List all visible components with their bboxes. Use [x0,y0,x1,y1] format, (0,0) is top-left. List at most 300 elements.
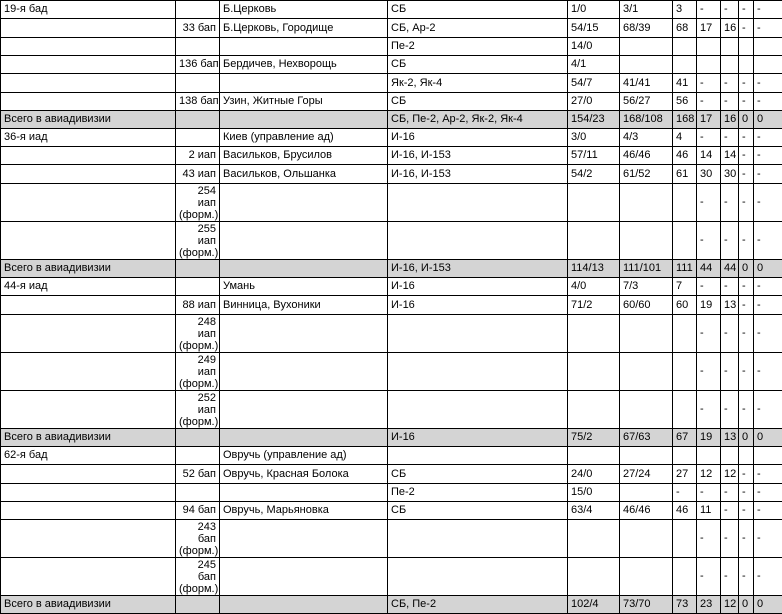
count-d-cell: 30 [697,165,721,184]
regiment-cell [176,74,220,93]
table-row [1,38,782,56]
count-f-cell: - [739,19,754,38]
count-b-cell: 60/60 [620,296,673,315]
division-cell: Всего в авиадивизии [1,429,176,447]
count-d-cell: - [697,74,721,93]
division-cell [1,93,176,111]
count-f-cell: - [739,296,754,315]
count-e-cell [721,447,739,465]
count-g-cell [754,447,782,465]
location-cell [220,558,388,596]
table-row [1,484,782,502]
count-f-cell: 0 [739,429,754,447]
location-cell [220,260,388,278]
count-g-cell: - [754,520,782,558]
location-cell: Овручь, Марьяновка [220,502,388,520]
count-g-cell: - [754,165,782,184]
count-b-cell [620,56,673,74]
count-b-cell [620,447,673,465]
count-c-cell: 4 [673,129,697,147]
count-c-cell [673,315,697,353]
count-e-cell: - [721,353,739,391]
count-d-cell: 11 [697,502,721,520]
regiment-cell: 252 иап (форм.) [176,391,220,429]
count-b-cell [620,520,673,558]
location-cell [220,74,388,93]
count-b-cell [620,391,673,429]
count-c-cell: 46 [673,502,697,520]
count-e-cell: 12 [721,465,739,484]
count-g-cell: 0 [754,429,782,447]
count-d-cell: - [697,315,721,353]
division-cell [1,184,176,222]
count-g-cell: - [754,502,782,520]
count-d-cell: - [697,93,721,111]
division-cell [1,165,176,184]
regiment-cell [176,260,220,278]
count-g-cell: - [754,465,782,484]
count-f-cell: 0 [739,596,754,614]
count-a-cell: 54/2 [568,165,620,184]
count-d-cell: - [697,520,721,558]
division-cell: Всего в авиадивизии [1,260,176,278]
table-row [1,165,782,184]
division-cell [1,520,176,558]
aircraft-type-cell: И-16 [388,296,568,315]
count-c-cell: 41 [673,74,697,93]
count-d-cell: - [697,1,721,19]
count-g-cell: - [754,558,782,596]
regiment-cell [176,129,220,147]
count-d-cell: 17 [697,19,721,38]
regiment-cell [176,484,220,502]
count-b-cell [620,484,673,502]
count-a-cell: 1/0 [568,1,620,19]
aircraft-type-cell: СБ [388,465,568,484]
count-a-cell: 14/0 [568,38,620,56]
count-b-cell: 168/108 [620,111,673,129]
count-e-cell: 30 [721,165,739,184]
count-a-cell: 63/4 [568,502,620,520]
count-f-cell: - [739,74,754,93]
count-a-cell [568,391,620,429]
table-row [1,391,782,429]
count-f-cell: - [739,222,754,260]
count-a-cell: 54/15 [568,19,620,38]
division-cell [1,56,176,74]
regiment-cell: 254 иап (форм.) [176,184,220,222]
regiment-cell [176,429,220,447]
count-c-cell: 60 [673,296,697,315]
count-b-cell [620,315,673,353]
count-b-cell [620,353,673,391]
count-b-cell [620,38,673,56]
count-f-cell: - [739,484,754,502]
regiment-cell: 2 иап [176,147,220,165]
count-e-cell: - [721,1,739,19]
count-g-cell: - [754,147,782,165]
table-row [1,296,782,315]
location-cell [220,222,388,260]
count-e-cell: - [721,484,739,502]
count-f-cell: - [739,165,754,184]
division-total-row [1,111,782,129]
regiment-cell: 43 иап [176,165,220,184]
table-row [1,1,782,19]
count-g-cell: - [754,391,782,429]
table-row [1,56,782,74]
count-b-cell [620,222,673,260]
count-g-cell: 0 [754,111,782,129]
aircraft-type-cell: СБ, Пе-2, Ар-2, Як-2, Як-4 [388,111,568,129]
count-a-cell: 24/0 [568,465,620,484]
aircraft-type-cell: Пе-2 [388,484,568,502]
count-c-cell [673,520,697,558]
count-d-cell: - [697,353,721,391]
count-f-cell [739,38,754,56]
regiment-cell: 248 иап (форм.) [176,315,220,353]
location-cell [220,596,388,614]
count-b-cell: 61/52 [620,165,673,184]
count-c-cell: 3 [673,1,697,19]
table-row [1,278,782,296]
division-cell: 44-я иад [1,278,176,296]
count-d-cell: 17 [697,111,721,129]
location-cell: Бердичев, Нехворощь [220,56,388,74]
location-cell: Узин, Житные Горы [220,93,388,111]
count-c-cell [673,447,697,465]
count-d-cell [697,56,721,74]
count-f-cell: 0 [739,260,754,278]
count-d-cell: - [697,184,721,222]
count-g-cell: - [754,278,782,296]
count-f-cell [739,447,754,465]
location-cell [220,353,388,391]
regiment-cell [176,1,220,19]
count-e-cell: - [721,184,739,222]
location-cell: Винница, Вухоники [220,296,388,315]
division-cell [1,19,176,38]
aircraft-type-cell [388,184,568,222]
table-row [1,315,782,353]
division-cell [1,38,176,56]
table-row [1,465,782,484]
table-row [1,184,782,222]
location-cell: Киев (управление ад) [220,129,388,147]
count-a-cell [568,222,620,260]
division-cell [1,147,176,165]
count-g-cell: - [754,129,782,147]
count-g-cell: - [754,19,782,38]
count-g-cell: - [754,222,782,260]
count-c-cell [673,353,697,391]
location-cell: Б.Церковь [220,1,388,19]
count-e-cell: 13 [721,429,739,447]
aircraft-type-cell: СБ, Пе-2 [388,596,568,614]
count-g-cell: - [754,484,782,502]
count-f-cell: 0 [739,111,754,129]
count-f-cell: - [739,93,754,111]
count-d-cell: - [697,484,721,502]
count-d-cell: 23 [697,596,721,614]
aircraft-type-cell: И-16 [388,278,568,296]
count-f-cell: - [739,502,754,520]
count-c-cell: 56 [673,93,697,111]
count-b-cell: 73/70 [620,596,673,614]
aircraft-type-cell: Пе-2 [388,38,568,56]
location-cell: Овручь (управление ад) [220,447,388,465]
count-a-cell [568,315,620,353]
division-cell [1,465,176,484]
location-cell [220,38,388,56]
regiment-cell: 94 бап [176,502,220,520]
count-d-cell: - [697,222,721,260]
count-c-cell: 73 [673,596,697,614]
count-g-cell: - [754,296,782,315]
regiment-cell [176,278,220,296]
table-row [1,558,782,596]
count-d-cell: 19 [697,429,721,447]
aircraft-type-cell [388,558,568,596]
count-a-cell: 4/1 [568,56,620,74]
regiment-cell: 136 бап [176,56,220,74]
count-g-cell: - [754,74,782,93]
count-g-cell [754,38,782,56]
count-c-cell [673,184,697,222]
count-c-cell [673,558,697,596]
division-cell [1,484,176,502]
count-g-cell [754,56,782,74]
table-row [1,74,782,93]
division-cell [1,391,176,429]
count-f-cell: - [739,147,754,165]
division-cell [1,296,176,315]
count-a-cell: 71/2 [568,296,620,315]
count-e-cell: 12 [721,596,739,614]
location-cell [220,429,388,447]
count-g-cell: - [754,184,782,222]
count-b-cell: 68/39 [620,19,673,38]
location-cell [220,391,388,429]
aircraft-type-cell: СБ [388,502,568,520]
location-cell [220,184,388,222]
count-b-cell: 7/3 [620,278,673,296]
count-d-cell: 12 [697,465,721,484]
aircraft-type-cell: СБ [388,56,568,74]
aircraft-type-cell [388,391,568,429]
count-b-cell [620,184,673,222]
count-d-cell [697,447,721,465]
table-body [1,1,782,614]
count-e-cell [721,38,739,56]
division-cell [1,502,176,520]
location-cell: Б.Церковь, Городище [220,19,388,38]
count-f-cell: - [739,520,754,558]
count-a-cell [568,558,620,596]
count-a-cell: 27/0 [568,93,620,111]
division-cell: 62-я бад [1,447,176,465]
count-d-cell [697,38,721,56]
count-a-cell: 54/7 [568,74,620,93]
table-row [1,353,782,391]
aircraft-type-cell [388,447,568,465]
table-row [1,147,782,165]
location-cell: Васильков, Ольшанка [220,165,388,184]
count-b-cell: 56/27 [620,93,673,111]
division-cell [1,222,176,260]
count-e-cell: 13 [721,296,739,315]
location-cell: Васильков, Брусилов [220,147,388,165]
count-c-cell: 111 [673,260,697,278]
aircraft-type-cell: СБ, Ар-2 [388,19,568,38]
count-c-cell [673,222,697,260]
count-a-cell: 4/0 [568,278,620,296]
count-f-cell: - [739,391,754,429]
count-e-cell: - [721,315,739,353]
count-e-cell: - [721,558,739,596]
count-f-cell: - [739,1,754,19]
aircraft-type-cell [388,353,568,391]
count-f-cell: - [739,465,754,484]
aircraft-type-cell: И-16, И-153 [388,260,568,278]
count-a-cell: 3/0 [568,129,620,147]
count-b-cell [620,558,673,596]
division-cell [1,353,176,391]
table-row [1,222,782,260]
aircraft-type-cell: Як-2, Як-4 [388,74,568,93]
regiment-cell: 243 бап (форм.) [176,520,220,558]
count-d-cell: - [697,391,721,429]
count-a-cell: 57/11 [568,147,620,165]
count-e-cell: - [721,74,739,93]
count-g-cell: - [754,93,782,111]
count-c-cell: 27 [673,465,697,484]
count-b-cell: 41/41 [620,74,673,93]
count-c-cell [673,391,697,429]
count-c-cell [673,56,697,74]
division-cell: 19-я бад [1,1,176,19]
count-f-cell: - [739,129,754,147]
count-a-cell [568,184,620,222]
regiment-cell [176,111,220,129]
count-f-cell: - [739,315,754,353]
count-c-cell: 168 [673,111,697,129]
count-c-cell: 46 [673,147,697,165]
count-a-cell: 154/23 [568,111,620,129]
count-e-cell: - [721,93,739,111]
count-e-cell: 14 [721,147,739,165]
count-a-cell: 75/2 [568,429,620,447]
count-b-cell: 4/3 [620,129,673,147]
division-cell [1,74,176,93]
regiment-cell [176,596,220,614]
regiment-cell: 88 иап [176,296,220,315]
count-b-cell: 3/1 [620,1,673,19]
count-a-cell [568,520,620,558]
aircraft-type-cell: СБ [388,93,568,111]
aircraft-type-cell: И-16 [388,129,568,147]
count-f-cell [739,56,754,74]
count-b-cell: 46/46 [620,502,673,520]
aircraft-type-cell: И-16, И-153 [388,147,568,165]
count-g-cell: 0 [754,596,782,614]
aircraft-type-cell [388,520,568,558]
count-e-cell: - [721,222,739,260]
count-f-cell: - [739,278,754,296]
count-a-cell [568,447,620,465]
location-cell [220,484,388,502]
count-c-cell: 7 [673,278,697,296]
count-d-cell: 44 [697,260,721,278]
count-c-cell [673,38,697,56]
count-e-cell: 16 [721,19,739,38]
division-cell [1,558,176,596]
aircraft-type-cell: И-16 [388,429,568,447]
aircraft-type-cell: И-16, И-153 [388,165,568,184]
count-g-cell: - [754,1,782,19]
count-b-cell: 27/24 [620,465,673,484]
count-e-cell: - [721,502,739,520]
count-e-cell: - [721,129,739,147]
location-cell [220,315,388,353]
count-e-cell [721,56,739,74]
count-d-cell: - [697,558,721,596]
count-a-cell: 15/0 [568,484,620,502]
regiment-cell [176,447,220,465]
count-f-cell: - [739,184,754,222]
count-g-cell: - [754,315,782,353]
division-cell: Всего в авиадивизии [1,596,176,614]
count-c-cell: - [673,484,697,502]
division-total-row [1,260,782,278]
division-cell: Всего в авиадивизии [1,111,176,129]
regiment-cell [176,38,220,56]
count-d-cell: 19 [697,296,721,315]
table-row [1,129,782,147]
regiment-cell: 52 бап [176,465,220,484]
count-g-cell: - [754,353,782,391]
count-b-cell: 111/101 [620,260,673,278]
location-cell [220,520,388,558]
regiment-cell: 33 бап [176,19,220,38]
location-cell: Овручь, Красная Болока [220,465,388,484]
table-row [1,19,782,38]
location-cell: Умань [220,278,388,296]
table-row [1,520,782,558]
aircraft-type-cell [388,222,568,260]
table-row [1,447,782,465]
regiment-cell: 249 иап (форм.) [176,353,220,391]
division-cell [1,315,176,353]
count-e-cell: 16 [721,111,739,129]
division-total-row [1,596,782,614]
count-a-cell: 114/13 [568,260,620,278]
count-g-cell: 0 [754,260,782,278]
regiment-cell: 138 бап [176,93,220,111]
count-e-cell: - [721,391,739,429]
regiment-cell: 255 иап (форм.) [176,222,220,260]
count-a-cell: 102/4 [568,596,620,614]
count-c-cell: 61 [673,165,697,184]
count-c-cell: 67 [673,429,697,447]
count-b-cell: 46/46 [620,147,673,165]
aircraft-type-cell: СБ [388,1,568,19]
count-e-cell: - [721,278,739,296]
count-c-cell: 68 [673,19,697,38]
location-cell [220,111,388,129]
count-b-cell: 67/63 [620,429,673,447]
count-f-cell: - [739,558,754,596]
